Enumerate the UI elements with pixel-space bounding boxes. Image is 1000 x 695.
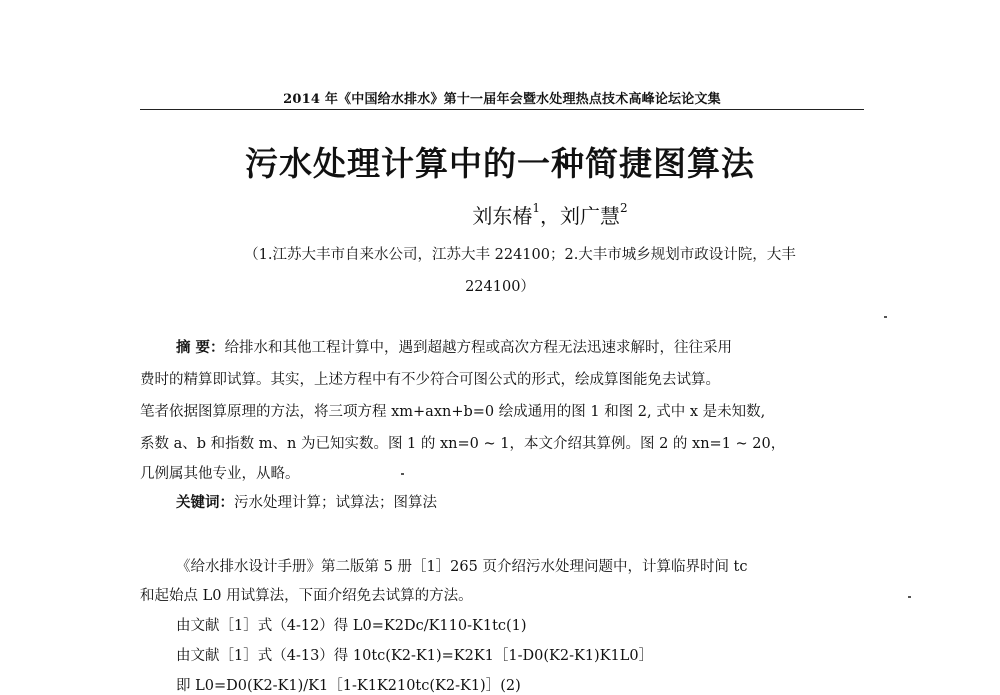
abstract-line: 几例属其他专业，从略。 [140,466,300,482]
author-name: 刘广慧 [560,204,620,228]
running-header: 2014 年《中国给水排水》第十一届年会暨水处理热点技术高峰论坛论文集 [283,92,721,107]
keywords-label: 关键词： [176,494,234,511]
author-line [350,200,750,229]
affiliation-line: 224100） [465,279,535,295]
scan-speck [401,473,404,475]
equation-line: 由文献［1］式（4-12）得 L0=K2Dc/K110-K1tc(1) [176,618,527,634]
scan-speck [884,316,887,318]
paper-title: 污水处理计算中的一种简捷图算法 [245,144,755,183]
author-affil-mark: 2 [620,201,628,216]
abstract-line [176,336,732,357]
affiliation-line: （1.江苏大丰市自来水公司，江苏大丰 224100；2.大丰市城乡规划市政设计院，大丰 [244,247,796,263]
abstract-line: 系数 a、b 和指数 m、n 为已知实数。图 1 的 xn=0 ~ 1，本文介绍其算例。图 2 的 xn=1 ~ 20， [140,436,786,452]
abstract-line: 笔者依据图算原理的方法，将三项方程 xm+axn+b=0 绘成通用的图 1 和图 2, 式中 x 是未知数, [140,404,766,420]
equation-line: 即 L0=D0(K2-K1)/K1［1-K1K210tc(K2-K1)］(2) [176,678,521,694]
abstract-label: 摘 要： [176,339,225,356]
keywords-text: 污水处理计算；试算法；图算法 [234,495,437,511]
author-name: 刘东椿 [472,204,533,228]
equation-line: 由文献［1］式（4-13）得 10tc(K2-K1)=K2K1［1-D0(K2-K1)K1L0］ [176,648,654,664]
author-separator: ， [540,204,560,228]
abstract-line: 费时的精算即试算。其实，上述方程中有不少符合可图公式的形式，绘成算图能免去试算。 [140,372,720,388]
scan-speck [908,596,911,598]
author-affil-mark: 1 [532,201,540,216]
body-line: 《给水排水设计手册》第二版第 5 册［1］265 页介绍污水处理问题中，计算临界时间 tc [176,559,748,575]
body-line: 和起始点 L0 用试算法，下面介绍免去试算的方法。 [140,588,473,604]
keywords-line [176,491,437,512]
abstract-text: 给排水和其他工程计算中，遇到超越方程或高次方程无法迅速求解时，往往采用 [224,340,733,356]
header-rule [140,109,864,110]
